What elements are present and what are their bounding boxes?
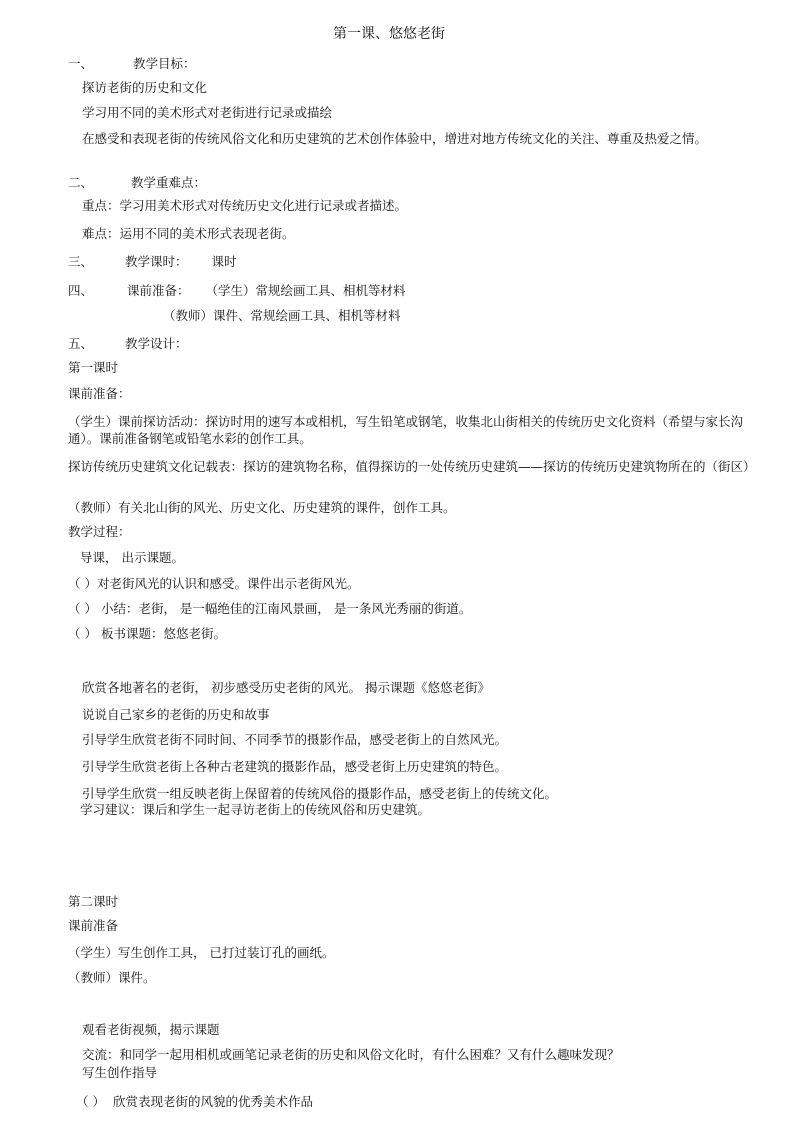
process-step-1: （ ）对老街风光的认识和感受。课件出示老街风光。 <box>68 576 360 591</box>
guide-seasons: 引导学生欣赏老街不同时间、不同季节的摄影作品，感受老街上的自然风光。 <box>82 732 508 747</box>
goal-history-culture: 探访老街的历史和文化 <box>82 80 208 95</box>
lesson-2-heading: 第二课时 <box>68 894 119 909</box>
learning-suggestion: 学习建议：课后和学生一起寻访老街上的传统风俗和历史建筑。 <box>80 802 431 817</box>
goal-art-forms: 学习用不同的美术形式对老街进行记录或描绘 <box>82 105 333 120</box>
section-1-heading <box>68 56 196 72</box>
page-title: 第一课、悠悠老街 <box>333 26 445 42</box>
item-bracket: （ ） <box>76 1094 105 1109</box>
section-label: 教学重难点： <box>131 175 207 190</box>
section-number: 二、 <box>68 175 94 190</box>
item-text: 欣赏表现老街的风貌的优秀美术作品 <box>112 1094 313 1109</box>
section-number: 五、 <box>68 336 94 351</box>
guide-customs: 引导学生欣赏一组反映老街上保留着的传统风俗的摄影作品，感受老街上的传统文化。 <box>82 786 558 801</box>
process-heading: 教学过程： <box>68 524 131 539</box>
prep-student-materials: （学生）常规绘画工具、相机等材料 <box>205 283 406 298</box>
section-number: 四、 <box>68 283 94 298</box>
sketch-guidance: 写生创作指导 <box>82 1065 158 1080</box>
goal-appreciation: 在感受和表现老街的传统风俗文化和历史建筑的艺术创作体验中，增进对地方传统文化的关注、尊重及热爱之情。 <box>82 131 708 146</box>
section-label: 教学课时： <box>125 254 188 269</box>
lesson-2-prep-student: （学生）写生创作工具， 已打过装订孔的画纸。 <box>68 945 335 960</box>
key-point: 重点：学习用美术形式对传统历史文化进行记录或者描述。 <box>82 198 408 213</box>
section-3-heading <box>68 254 237 270</box>
guide-architecture: 引导学生欣赏老街上各种古老建筑的摄影作品，感受老街上历史建筑的特色。 <box>82 759 508 774</box>
section-label: 课前准备： <box>127 283 190 298</box>
section-number: 三、 <box>68 254 94 269</box>
section-number: 一、 <box>68 56 94 71</box>
section-5-heading <box>68 336 188 352</box>
lesson-2-prep-teacher: （教师）课件。 <box>68 970 156 985</box>
section-4-heading <box>68 283 406 299</box>
process-step-3: （ ） 板书课题：悠悠老街。 <box>68 626 226 641</box>
lesson-1-heading: 第一课时 <box>68 360 119 375</box>
section-value: 课时 <box>211 254 237 269</box>
lesson-1-prep-student: （学生）课前探访活动：探访时用的速写本或相机，写生铅笔或钢笔，收集北山街相关的传统历史文化资料（希望与家长沟通）。课前准备钢笔或铅笔水彩的创作工具。 <box>68 414 744 446</box>
talk-hometown-street: 说说自己家乡的老街的历史和故事 <box>82 707 270 722</box>
prep-teacher-materials: （教师）课件、常规绘画工具、相机等材料 <box>163 308 401 323</box>
section-label: 教学目标： <box>133 56 196 71</box>
appreciate-artworks <box>76 1094 313 1110</box>
section-2-heading <box>68 175 206 191</box>
difficulty: 难点：运用不同的美术形式表现老街。 <box>82 226 295 241</box>
watch-video: 观看老街视频，揭示课题 <box>82 1022 220 1037</box>
appreciate-old-streets: 欣赏各地著名的老街， 初步感受历史老街的风光。 揭示课题《悠悠老街》 <box>82 680 490 695</box>
exchange-question: 交流：和同学一起用相机或画笔记录老街的历史和风俗文化时，有什么困难？又有什么趣味发现？ <box>82 1047 620 1062</box>
lesson-2-prep-heading: 课前准备 <box>68 918 119 933</box>
process-intro: 导课， 出示课题。 <box>80 550 184 565</box>
lesson-1-prep-table: 探访传统历史建筑文化记载表：探访的建筑物名称，值得探访的一处传统历史建筑——探访的传统历史建筑物所在的（街区） <box>68 459 756 474</box>
process-step-2: （ ） 小结：老街， 是一幅绝佳的江南风景画， 是一条风光秀丽的街道。 <box>68 601 472 616</box>
lesson-1-prep-teacher: （教师）有关北山街的风光、历史文化、历史建筑的课件，创作工具。 <box>68 500 456 515</box>
lesson-1-prep-heading: 课前准备： <box>68 386 131 401</box>
section-label: 教学设计： <box>125 336 188 351</box>
